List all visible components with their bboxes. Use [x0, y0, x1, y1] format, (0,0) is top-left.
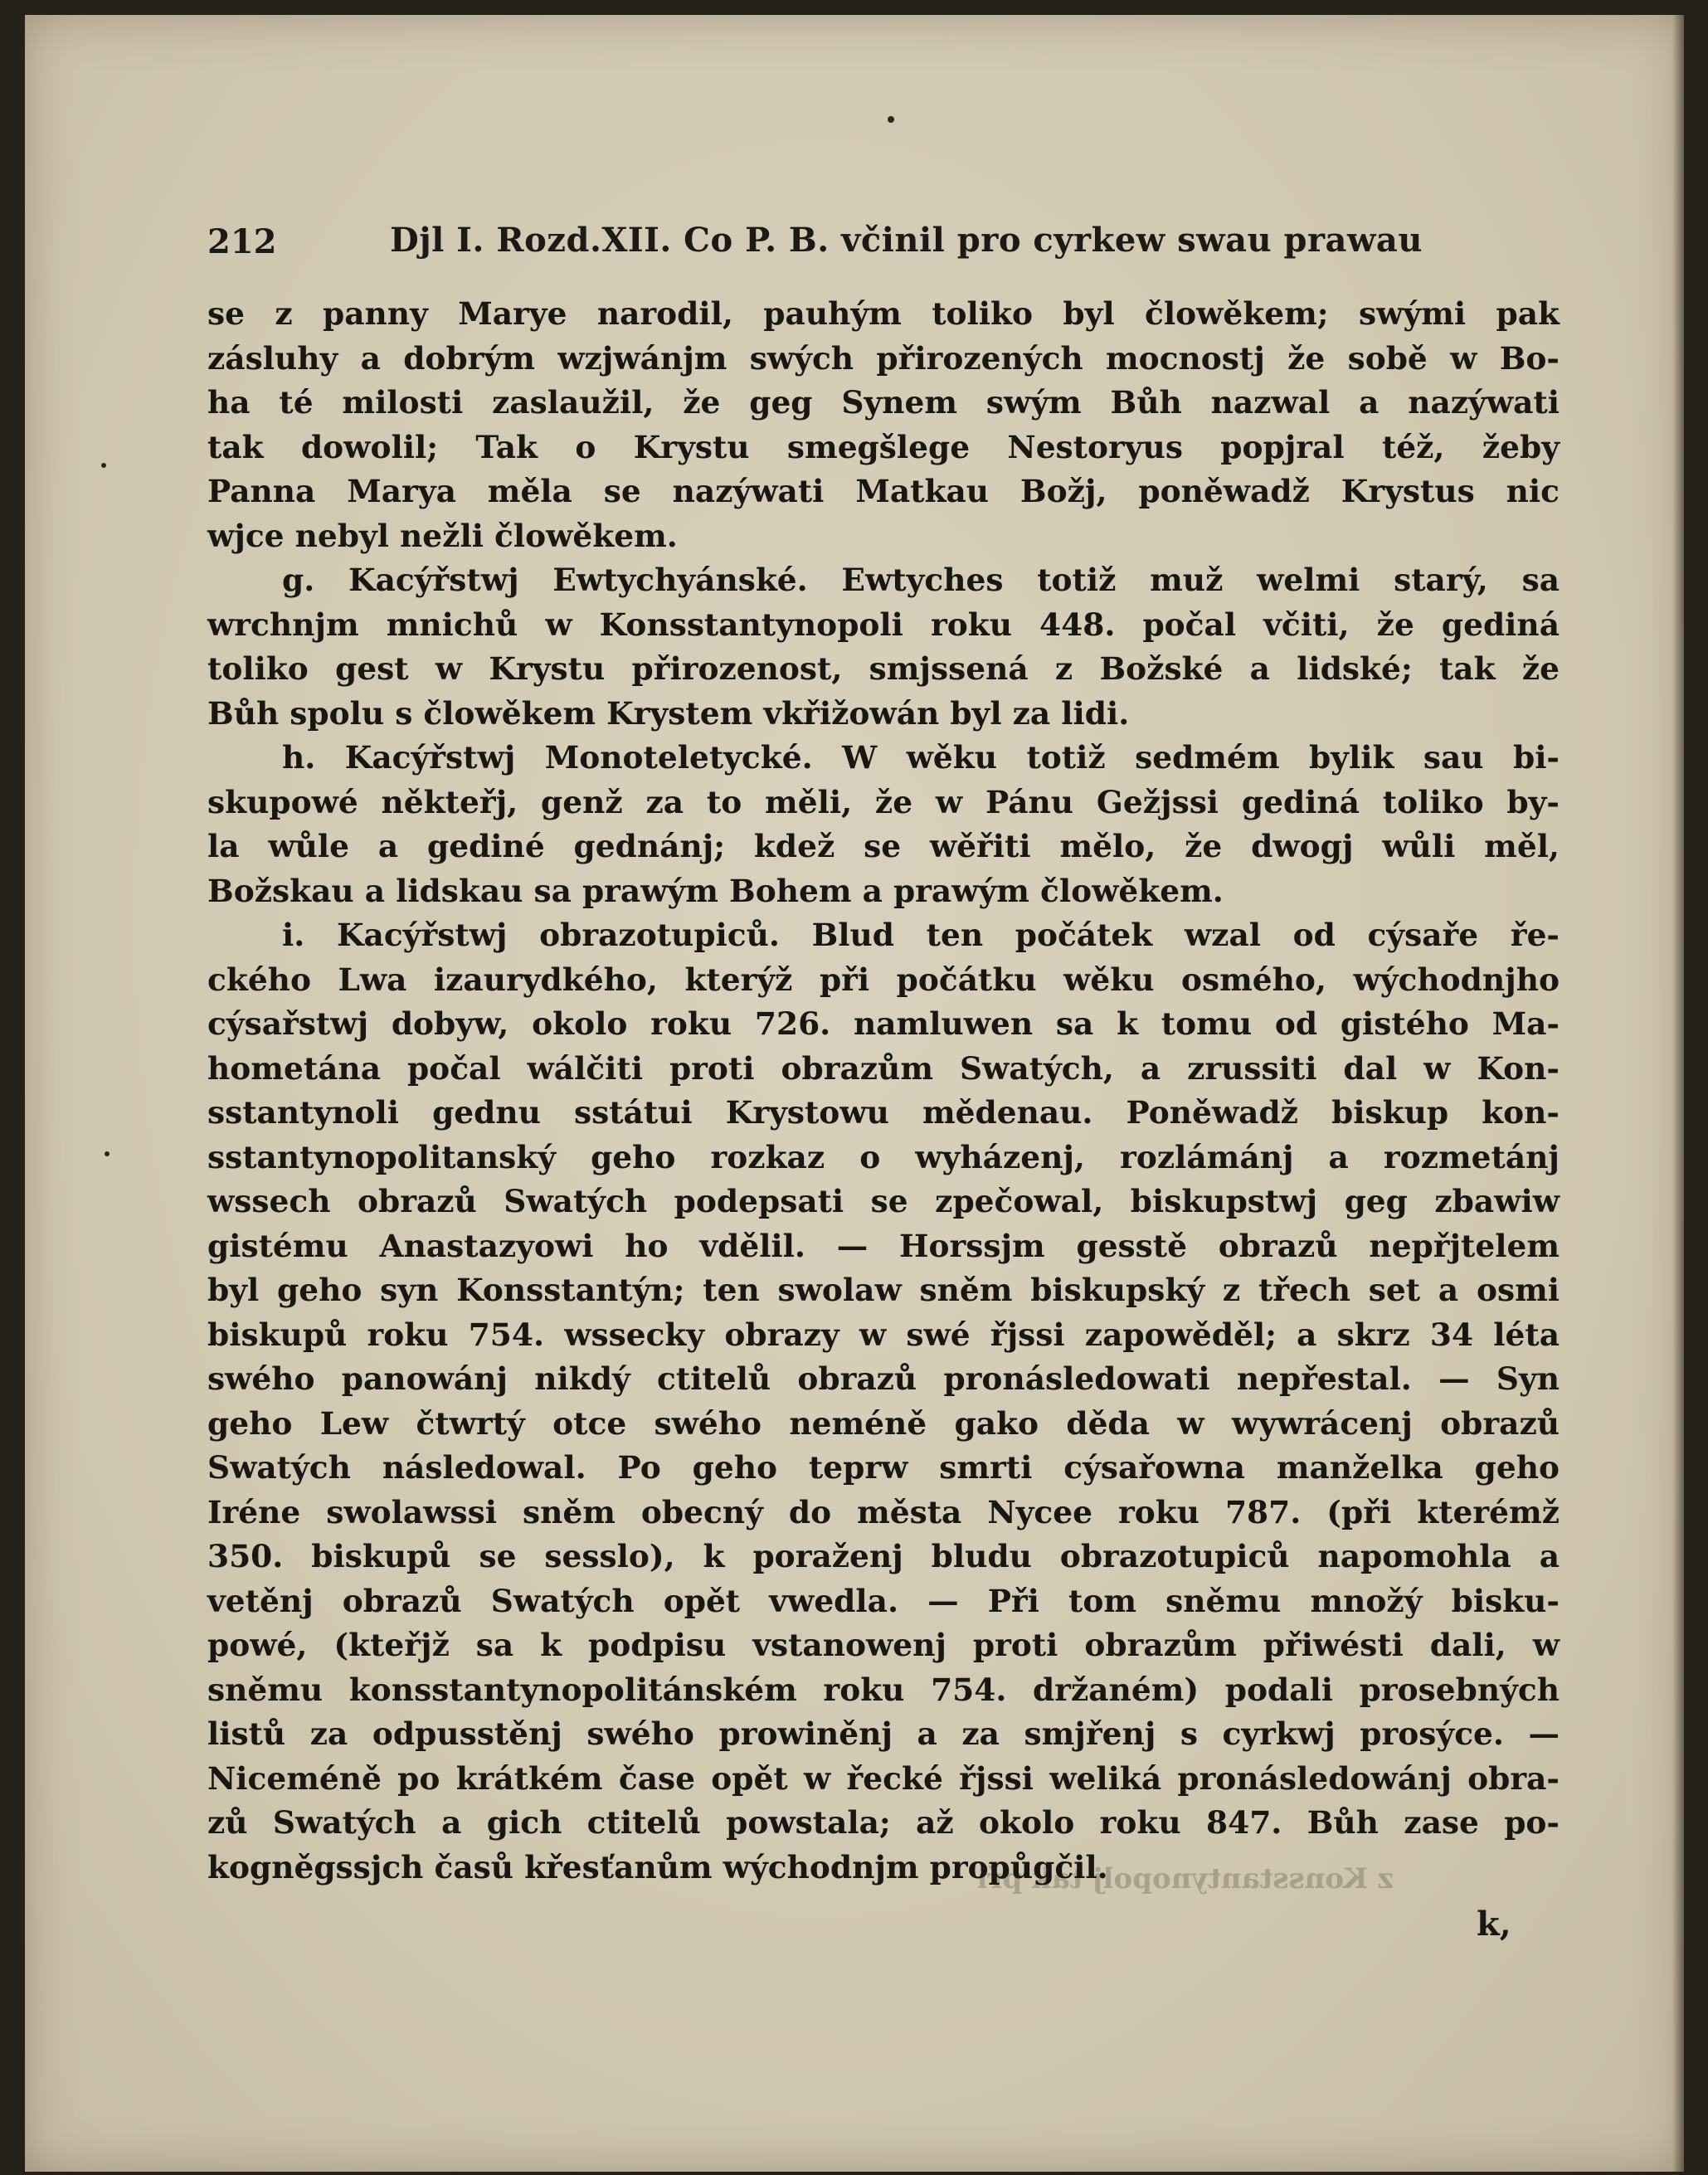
- text-line: wrchnjm mnichů w Konsstantynopoli roku 448. počal včiti, že gediná: [207, 606, 1560, 643]
- text-line: Niceméně po krátkém čase opět w řecké řjssi weliká pronásledowánj obra-: [207, 1759, 1560, 1797]
- text-line: swého panowánj nikdý ctitelů obrazů pronásledowati nepřestal. — Syn: [207, 1360, 1560, 1397]
- text-line: gistému Anastazyowi ho vdělil. — Horssjm gesstě obrazů nepřjtelem: [207, 1227, 1560, 1264]
- text-line: ha té milosti zaslaužil, že geg Synem swým Bůh nazwal a nazýwati: [207, 384, 1560, 421]
- section-heading-line: i. Kacýřstwj obrazotupiců. Blud ten počátek wzal od cýsaře ře-: [282, 917, 1560, 953]
- text-line: Bůh spolu s člowěkem Krystem vkřižowán byl za lidi.: [207, 694, 1130, 732]
- text-line: Božskau a lidskau sa prawým Bohem a prawým člowěkem.: [207, 872, 1224, 909]
- text-line: toliko gest w Krystu přirozenost, smjssená z Božské a lidské; tak že: [207, 650, 1560, 687]
- text-line: wjce nebyl nežli člowěkem.: [207, 517, 678, 554]
- section-heading-line: h. Kacýřstwj Monoteletycké. W wěku totiž sedmém bylik sau bi-: [282, 739, 1560, 776]
- text-line: wssech obrazů Swatých podepsati se zpečowal, biskupstwj geg zbawiw: [207, 1183, 1560, 1219]
- running-head: Djl I. Rozd.XII. Co P. B. včinil pro cyrkew swau prawau: [390, 221, 1423, 260]
- text-line: 350. biskupů se sesslo), k poraženj bludu obrazotupiců napomohla a: [207, 1538, 1560, 1574]
- text-line: sněmu konsstantynopolitánském roku 754. držaném) podali prosebných: [207, 1671, 1560, 1708]
- body-text: [207, 292, 1560, 1890]
- text-line: la wůle a gediné gednánj; kdež se wěřiti mělo, že dwogj wůli měl,: [207, 828, 1560, 864]
- text-line: vetěnj obrazů Swatých opět vwedla. — Při tom sněmu množý bisku-: [207, 1582, 1560, 1619]
- text-line: zů Swatých a gich ctitelů powstala; až okolo roku 847. Bůh zase po-: [207, 1804, 1560, 1841]
- text-line: powé, (kteřjž sa k podpisu vstanowenj proti obrazům přiwésti dali, w: [207, 1627, 1560, 1663]
- text-line: Iréne swolawssi sněm obecný do města Nycee roku 787. (při kterémž: [207, 1493, 1560, 1530]
- text-line: geho Lew čtwrtý otce swého neméně gako děda w wywrácenj obrazů: [207, 1404, 1560, 1442]
- text-line: hometána počal wálčiti proti obrazům Swatých, a zrussiti dal w Kon-: [207, 1049, 1560, 1087]
- bleed-through-text: z Konsstantynopolj tak při: [976, 1862, 1394, 1895]
- ink-speck: [888, 116, 894, 123]
- text-line: Panna Marya měla se nazýwati Matkau Božj, poněwadž Krystus nic: [207, 473, 1560, 509]
- page-edge-shadow: [1672, 15, 1684, 2172]
- page-number: 212: [207, 222, 277, 261]
- text-line: byl geho syn Konsstantýn; ten swolaw sněm biskupský z třech set a osmi: [207, 1272, 1560, 1308]
- text-line: tak dowolil; Tak o Krystu smegšlege Nestoryus popjral též, žeby: [207, 428, 1560, 465]
- text-line: kogněgssjch časů křesťanům wýchodnjm propůgčil.: [207, 1848, 1108, 1885]
- text-line: zásluhy a dobrým wzjwánjm swých přirozených mocnostj že sobě w Bo-: [207, 339, 1560, 377]
- text-line: listů za odpusstěnj swého prowiněnj a za smjřenj s cyrkwj prosýce. —: [207, 1715, 1560, 1752]
- text-line: sstantynoli gednu sstátui Krystowu mědenau. Poněwadž biskup kon-: [207, 1094, 1560, 1131]
- text-line: biskupů roku 754. wssecky obrazy w swé řjssi zapowěděl; a skrz 34 léta: [207, 1316, 1560, 1353]
- catchword: k,: [1477, 1905, 1511, 1944]
- text-line: cýsařstwj dobyw, okolo roku 726. namluwen sa k tomu od gistého Ma-: [207, 1005, 1560, 1042]
- text-line: skupowé někteřj, genž za to měli, že w Pánu Gežjssi gediná toliko by-: [207, 783, 1560, 820]
- ink-speck: [105, 1151, 109, 1156]
- text-line: Swatých následowal. Po geho teprw smrti cýsařowna manželka geho: [207, 1449, 1560, 1486]
- page-header: [207, 217, 1568, 267]
- text-line: se z panny Marye narodil, pauhým toliko byl člowěkem; swými pak: [207, 295, 1560, 332]
- section-heading-line: g. Kacýřstwj Ewtychyánské. Ewtyches totiž muž welmi starý, sa: [282, 562, 1560, 598]
- text-line: sstantynopolitanský geho rozkaz o wyházenj, rozlámánj a rozmetánj: [207, 1138, 1560, 1175]
- ink-speck: [101, 463, 106, 468]
- text-line: ckého Lwa izaurydkého, kterýž při počátku wěku osmého, wýchodnjho: [207, 961, 1560, 998]
